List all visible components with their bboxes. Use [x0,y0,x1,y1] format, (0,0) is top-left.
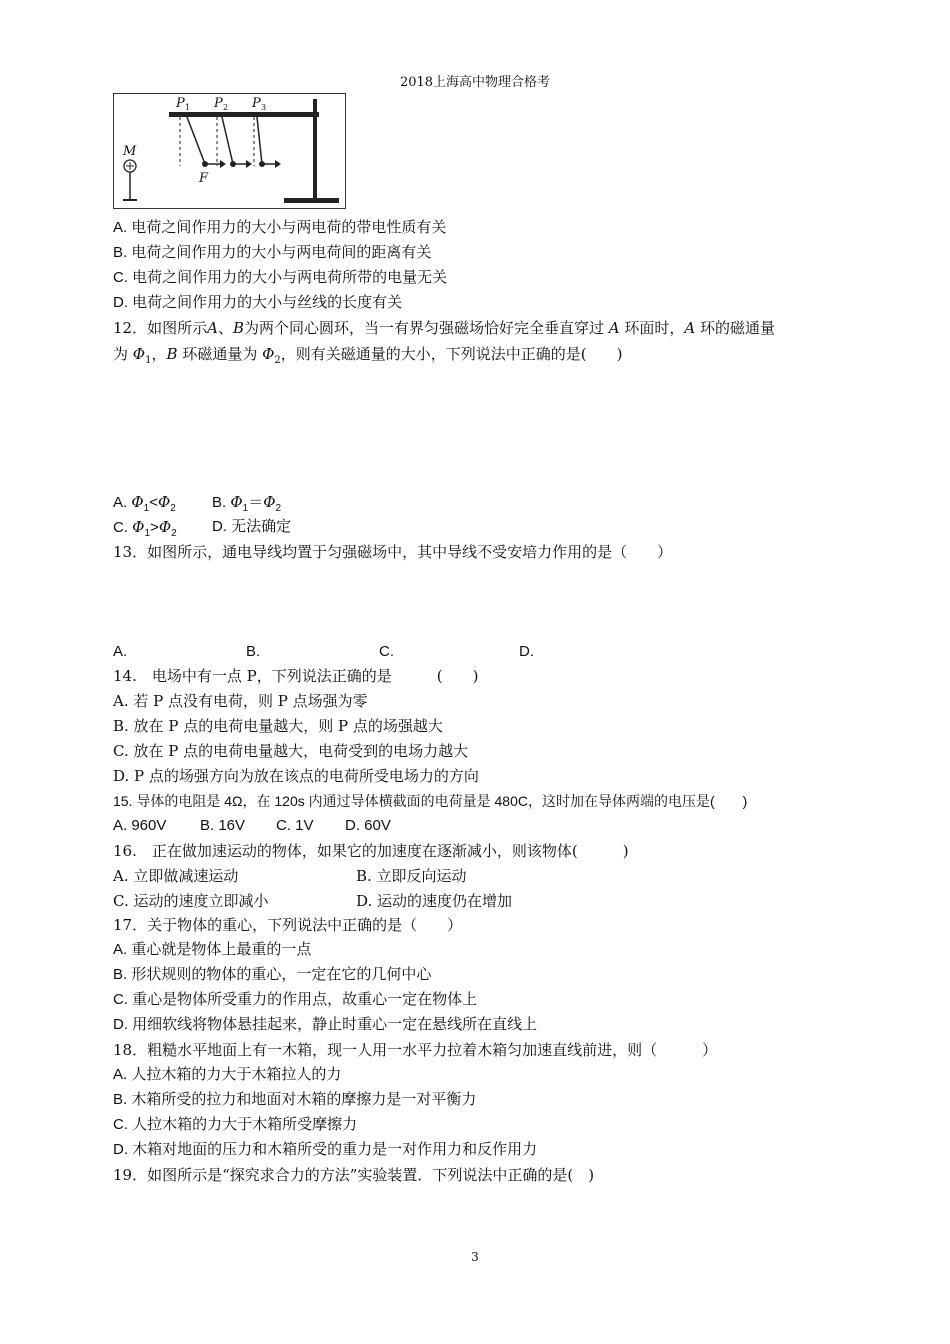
q12-option-a[interactable] [113,492,176,519]
phi-sub-2: 2 [171,528,177,539]
q12-stem-line2 [113,344,623,371]
q13-option-b[interactable]: B. [246,643,261,660]
coulomb-experiment-figure [113,93,346,209]
p2-arrowhead [246,160,252,168]
q14-option-c[interactable]: C. 放在 P 点的电荷电量越大，电荷受到的电场力越大 [113,742,469,760]
q11-option-c[interactable]: C. 电荷之间作用力的大小与两电荷所带的电量无关 [113,269,448,286]
q15-option-d[interactable]: D. 60V [345,817,391,834]
q14-option-d[interactable]: D. P 点的场强方向为放在该点的电荷所受电场力的方向 [113,767,479,785]
q16-option-d[interactable]: D. 运动的速度仍在增加 [356,892,513,910]
q17-option-c[interactable]: C. 重心是物体所受重力的作用点，故重心一定在物体上 [113,991,478,1008]
p1-string [187,117,205,164]
p3-arrowhead [275,160,281,168]
support-stand [313,99,317,201]
p3-string [257,117,262,164]
q18-option-a[interactable]: A. 人拉木箱的力大于木箱拉人的力 [113,1066,342,1083]
phi-symbol: Φ [262,345,275,363]
phi-sub-1: 1 [144,528,151,539]
option-letter: C. [113,519,133,536]
q16-option-b[interactable]: B. 立即反向运动 [356,867,467,885]
q13-option-d[interactable]: D. [519,643,534,660]
q12-text: 12．如图所示 [113,319,208,337]
q11-option-b[interactable]: B. 电荷之间作用力的大小与两电荷间的距离有关 [113,244,432,261]
stand-base [284,198,339,203]
phi-sub-1: 1 [145,355,152,366]
label-p3-sub: 3 [261,103,267,112]
label-p1-sub: 1 [185,103,191,112]
q12-option-c[interactable] [113,517,177,544]
p1-arrowhead [220,160,226,168]
ring-b-label: B [232,319,244,337]
q17-option-b[interactable]: B. 形状规则的物体的重心，一定在它的几何中心 [113,966,432,983]
phi-symbol: Φ [157,493,171,511]
q18-stem: 18．粗糙水平地面上有一木箱，现一人用一水平力拉着木箱匀加速直线前进，则（ ） [113,1041,718,1059]
q17-stem: 17．关于物体的重心，下列说法中正确的是（ ） [113,916,463,934]
option-letter: B. [212,494,231,511]
q15-stem: 15. 导体的电阻是 4Ω，在 120s 内通过导体横截面的电荷量是 480C，这时加在导体两端的电压是( ) [113,793,748,809]
phi-symbol: Φ [230,493,243,511]
phi-sub-2: 2 [275,503,282,514]
q16-option-c[interactable]: C. 运动的速度立即减小 [113,892,269,910]
q16-option-a[interactable]: A. 立即做减速运动 [113,867,239,885]
phi-symbol: Φ [131,493,144,511]
q14-stem: 14. 电场中有一点 P，下列说法正确的是 ( ) [113,667,479,685]
page-number: 3 [471,1250,479,1264]
q12-option-b[interactable] [212,492,281,519]
phi-symbol: Φ [158,518,172,536]
phi-sub-1: 1 [242,503,249,514]
q18-option-c[interactable]: C. 人拉木箱的力大于木箱所受摩擦力 [113,1116,358,1133]
q12-text: 环面时， [624,319,685,337]
q14-option-b[interactable]: B. 放在 P 点的电荷电量越大，则 P 点的场强越大 [113,717,443,735]
q17-option-d[interactable]: D. 用细软线将物体悬挂起来，静止时重心一定在悬线所在直线上 [113,1016,538,1033]
page-header: 2018上海高中物理合格考 [399,75,551,90]
q14-option-a[interactable]: A. 若 P 点没有电荷，则 P 点场强为零 [113,692,368,710]
relation: ＝ [248,494,264,511]
option-letter: A. [113,494,132,511]
q15-option-b[interactable]: B. 16V [200,817,246,834]
q19-stem: 19．如图所示是“探究求合力的方法”实验装置．下列说法中正确的是( ) [113,1166,595,1184]
q12-text: 环的磁通量 [700,319,776,337]
q12-sep: 、 [217,319,233,337]
q18-option-d[interactable]: D. 木箱对地面的压力和木箱所受的重力是一对作用力和反作用力 [113,1141,538,1158]
label-p1: P [176,96,185,111]
q12-stem-line1 [113,318,775,338]
phi-symbol: Φ [263,493,276,511]
q15-option-c[interactable]: C. 1V [276,817,314,834]
label-m: M [123,144,137,159]
phi-sub-2: 2 [274,355,281,366]
relation: > [150,519,159,536]
p2-string [222,117,233,164]
ring-b-label: B [166,345,178,363]
phi-symbol: Φ [132,345,146,363]
phi-sub-1: 1 [143,503,150,514]
ring-a-label: A [207,319,218,337]
q16-stem: 16. 正在做加速运动的物体，如果它的加速度在逐渐减小，则该物体( ) [113,842,629,860]
coulomb-diagram [114,94,345,208]
ring-a-label: A [684,319,696,337]
phi-sub-2: 2 [170,503,176,514]
relation: < [149,494,158,511]
label-p2: P [214,96,223,111]
q11-option-a[interactable]: A. 电荷之间作用力的大小与两电荷的带电性质有关 [113,219,447,236]
q12-text: ，则有关磁通量的大小，下列说法中正确的是( ) [280,345,623,363]
q12-text: ， [151,345,167,363]
phi-symbol: Φ [132,518,145,536]
q13-option-c[interactable]: C. [379,643,394,660]
ring-a-label: A [608,319,620,337]
label-p2-sub: 2 [223,103,229,112]
q11-option-d[interactable]: D. 电荷之间作用力的大小与丝线的长度有关 [113,294,403,311]
q12-option-d[interactable]: D. 无法确定 [212,518,292,535]
label-f: F [199,171,209,186]
q13-stem: 13．如图所示，通电导线均置于匀强磁场中，其中导线不受安培力作用的是（ ） [113,543,673,561]
q13-option-a[interactable]: A. [113,643,128,660]
q15-option-a[interactable]: A. 960V [113,817,167,834]
q12-text: 环磁通量为 [182,345,258,363]
q17-option-a[interactable]: A. 重心就是物体上最重的一点 [113,941,312,958]
q12-text: 为 [113,345,129,363]
q18-option-b[interactable]: B. 木箱所受的拉力和地面对木箱的摩擦力是一对平衡力 [113,1091,477,1108]
support-bar [169,112,319,117]
label-p3: P [252,96,261,111]
q12-text: 为两个同心圆环，当一有界匀强磁场恰好完全垂直穿过 [243,319,604,337]
